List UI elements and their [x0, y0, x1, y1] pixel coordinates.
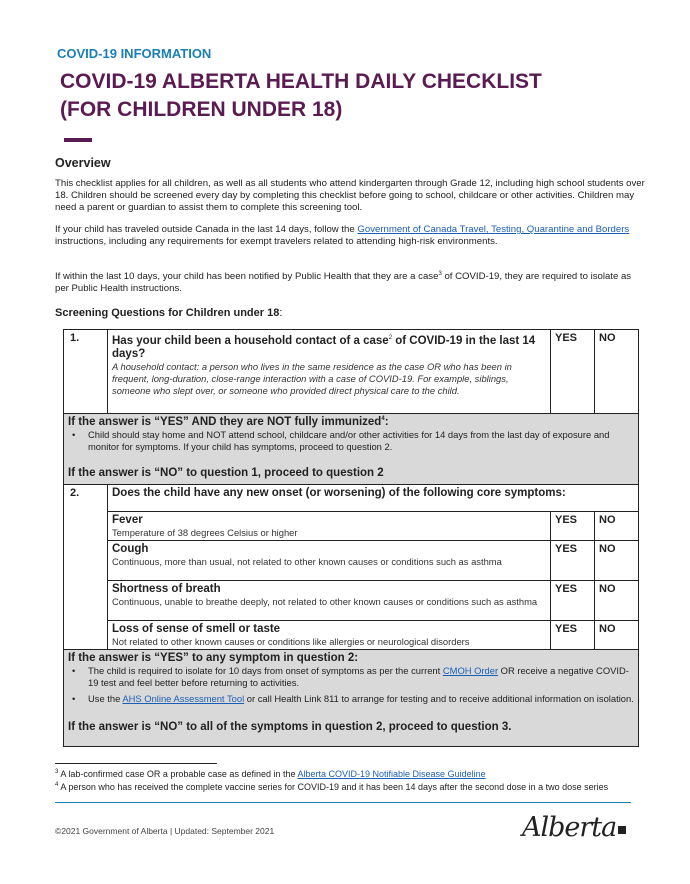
smell-yes-option[interactable]: YES	[551, 621, 595, 650]
ahs-assessment-link[interactable]: AHS Online Assessment Tool	[122, 693, 245, 704]
symptom-loss-of-smell	[108, 621, 551, 650]
p2-pre: If your child has traveled outside Canada in the last 14 days, follow the	[55, 224, 358, 235]
symptom-title: Fever	[112, 514, 143, 526]
q2-yes-heading: If the answer is “YES” to any symptom in question 2:	[68, 652, 359, 664]
q1-yes-block-row	[64, 414, 639, 485]
symptom-desc: Not related to other known causes or conditions like allergies or neurological disorders	[112, 636, 470, 647]
cmoh-order-link[interactable]: CMOH Order	[442, 665, 499, 676]
logo-square-icon	[618, 826, 626, 834]
fn3-num: 3	[55, 769, 59, 775]
symptom-shortness-of-breath	[108, 581, 551, 621]
q2-no-line: If the answer is “NO” to all of the symptoms in question 2, proceed to question 3.	[68, 721, 512, 733]
footnote-rule	[55, 763, 217, 764]
travel-link[interactable]: Government of Canada Travel, Testing, Quarantine and Borders	[357, 224, 630, 235]
q1-yes-bullet	[68, 429, 634, 453]
symptom-desc: Continuous, unable to breathe deeply, not related to other known causes or conditions such as asthma	[112, 596, 538, 607]
footnotes	[55, 767, 640, 793]
q1-yes-heading-pre: If the answer is “YES” AND they are NOT fully immunized	[68, 416, 382, 428]
smell-no-option[interactable]: NO	[595, 621, 639, 650]
screening-table	[63, 329, 639, 747]
eyebrow-label: COVID-19 INFORMATION	[57, 46, 212, 61]
q1-question	[112, 332, 546, 361]
fever-no-option[interactable]: NO	[595, 512, 639, 541]
symptom-row-breath	[64, 581, 639, 621]
symptom-title: Cough	[112, 543, 149, 555]
fever-yes-option[interactable]: YES	[551, 512, 595, 541]
q1-no-option[interactable]: NO	[595, 330, 639, 414]
q2-number: 2.	[64, 485, 108, 650]
fn3-pre: A lab-confirmed case OR a probable case as defined in the	[58, 769, 298, 779]
alberta-logo	[522, 812, 626, 843]
q1-yes-heading-sup: 4	[381, 416, 385, 423]
symptom-row-cough	[64, 541, 639, 581]
q1-text-pre: Has your child been a household contact of a case	[112, 334, 389, 347]
q1-subtext: A household contact: a person who lives in the same residence as the case OR who has been in frequent, long-duration, close-range interaction with a case of COVID-19. For example, siblings, someone who slept over, or someone who provided direct physical care to the child.	[112, 360, 512, 396]
symptom-row-fever	[64, 512, 639, 541]
bullet-glyph: •	[72, 693, 76, 704]
q1-text-post: of COVID-19 in the last 14 days?	[112, 334, 536, 360]
q2-bullet1-post: OR receive a negative COVID-19 test and feel better before returning to activities.	[88, 665, 629, 688]
p3-pre: If within the last 10 days, your child has been notified by Public Health that they are a case	[55, 271, 439, 283]
fn4-num: 4	[55, 782, 59, 788]
title-line-1: COVID-19 ALBERTA HEALTH DAILY CHECKLIST	[60, 70, 542, 93]
title-accent-bar	[64, 138, 92, 142]
title-line-2: (FOR CHILDREN UNDER 18)	[60, 98, 343, 121]
footnote-bottom-rule	[55, 802, 631, 803]
symptom-desc: Continuous, more than usual, not related to other known causes or conditions such as asthma	[112, 556, 502, 567]
q1-number: 1.	[64, 330, 108, 414]
p3-sup: 3	[438, 271, 442, 277]
screening-heading	[55, 307, 282, 319]
q1-yes-block	[64, 414, 639, 485]
overview-paragraph-3	[55, 268, 645, 295]
footnote-4	[55, 780, 640, 793]
fn4-text: A person who has received the complete vaccine series for COVID-19 and it has been 14 days after the second dose in a two dose series	[58, 782, 609, 792]
q2-bullet2-pre: Use the	[88, 693, 123, 704]
q1-yes-heading	[68, 416, 634, 428]
q1-sup: 2	[388, 335, 393, 341]
screening-heading-colon: :	[279, 307, 283, 319]
q2-yes-bullet-2	[68, 693, 634, 705]
q2-yes-block-row	[64, 650, 639, 747]
q1-yes-bullet-text: Child should stay home and NOT attend school, childcare and/or other activities for 14 days from the last day of exposure and monitor for symptoms. If your child has symptoms, proceed to question 2.	[88, 429, 610, 452]
footer-text: ©2021 Government of Alberta | Updated: September 2021	[55, 826, 275, 836]
q2-row	[64, 485, 639, 512]
overview-paragraph-2	[55, 224, 645, 248]
q1-yes-option[interactable]: YES	[551, 330, 595, 414]
q1-row	[64, 330, 639, 414]
bullet-glyph: •	[72, 665, 76, 676]
cough-yes-option[interactable]: YES	[551, 541, 595, 581]
q1-question-cell	[108, 330, 551, 414]
symptom-cough	[108, 541, 551, 581]
q2-bullet1-pre: The child is required to isolate for 10 days from onset of symptoms as per the current	[88, 665, 443, 676]
symptom-desc: Temperature of 38 degrees Celsius or higher	[112, 527, 298, 538]
q1-no-line: If the answer is “NO” to question 1, proceed to question 2	[68, 467, 384, 479]
overview-paragraph-1: This checklist applies for all children, as well as all students who attend kindergarten through Grade 12, including high school students over 18. Children should be screened every day by completing this checklist before going to school, childcare or other activities. Children may need a parent or guardian to assist them to complete this screening tool.	[55, 178, 645, 213]
q2-yes-bullet-1	[68, 665, 634, 689]
bullet-glyph: •	[72, 429, 76, 440]
q2-yes-block	[64, 650, 639, 747]
logo-wordmark: Alberta	[522, 812, 617, 843]
symptom-row-smell	[64, 621, 639, 650]
q1-yes-heading-post: :	[384, 416, 389, 428]
p3-post: of COVID-19, they are required to isolate as per Public Health instructions.	[55, 271, 632, 295]
symptom-fever	[108, 512, 551, 541]
page-title	[60, 68, 660, 124]
screening-heading-text: Screening Questions for Children under 18	[55, 307, 280, 319]
q2-bullet2-post: or call Health Link 811 to arrange for testing and to receive additional information on isolation.	[244, 693, 634, 704]
overview-heading: Overview	[55, 156, 111, 170]
notifiable-disease-link[interactable]: Alberta COVID-19 Notifiable Disease Guideline	[297, 769, 486, 779]
breath-yes-option[interactable]: YES	[551, 581, 595, 621]
footnote-3	[55, 767, 640, 780]
symptom-title: Loss of sense of smell or taste	[112, 623, 281, 635]
cough-no-option[interactable]: NO	[595, 541, 639, 581]
q2-question: Does the child have any new onset (or worsening) of the following core symptoms:	[108, 485, 639, 512]
symptom-title: Shortness of breath	[112, 583, 221, 595]
breath-no-option[interactable]: NO	[595, 581, 639, 621]
p2-post: instructions, including any requirements for exempt travelers related to attending high-risk environments.	[55, 236, 498, 247]
